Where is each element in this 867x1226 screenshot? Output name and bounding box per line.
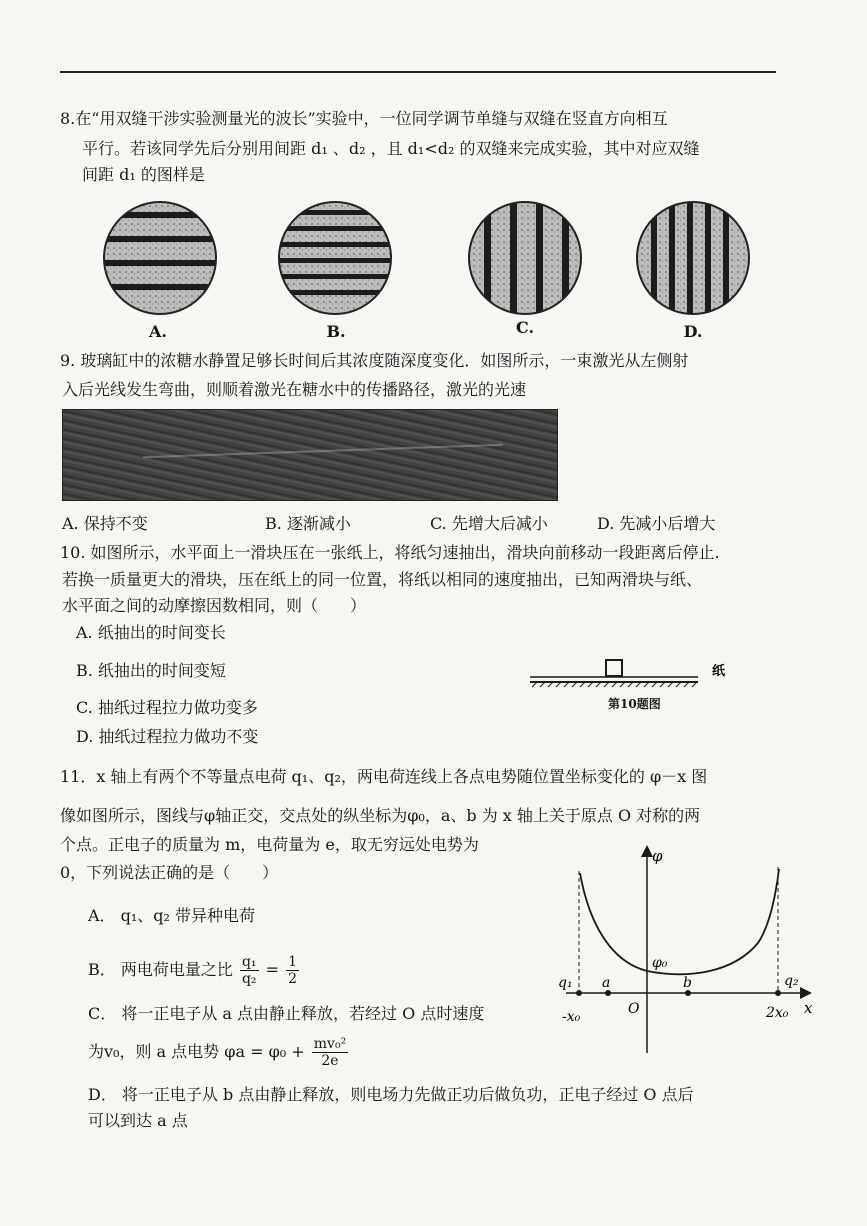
pattern-a <box>100 198 220 318</box>
pattern-b <box>270 198 400 318</box>
q10-option-b: B. 纸抽出的时间变短 <box>76 661 226 680</box>
pos-2x0-label: 2x₀ <box>766 1005 789 1021</box>
paper-label: 纸 <box>712 664 726 679</box>
q10-line3: 水平面之间的动摩擦因数相同，则（ ） <box>62 596 367 615</box>
q11-option-a: A． q₁、q₂ 带异种电荷 <box>88 906 256 925</box>
charge-ratio-fraction: $\frac{\text{q₁}}{\text{q₂}}$ <box>241 954 257 987</box>
phi-x-graph <box>548 843 828 1058</box>
top-rule <box>60 71 776 73</box>
slider-block <box>606 660 622 676</box>
q10-line2: 若换一质量更大的滑块，压在纸上的同一位置，将纸以相同的速度抽出，已知两滑块与纸、 <box>62 570 703 589</box>
q11-line2: 像如图所示，图线与φ轴正交，交点处的纵坐标为φ₀，a、b 为 x 轴上关于原点 O 对称的两 <box>60 806 701 825</box>
q2-point <box>775 990 781 996</box>
fringe-patterns <box>100 198 800 320</box>
potential-curve <box>580 869 779 974</box>
ratio-value-fraction: $\frac{1}{2}$ <box>288 954 298 987</box>
q11-line3: 个点。正电子的质量为 m，电荷量为 e，取无穷远处电势为 <box>60 835 479 854</box>
laser-path <box>143 444 503 459</box>
q2-label: q₂ <box>784 973 799 989</box>
q9-line1: 9. 玻璃缸中的浓糖水静置足够长时间后其浓度随深度变化．如图所示，一束激光从左侧射 <box>60 351 689 370</box>
q11-option-d-line2: 可以到达 a 点 <box>88 1111 188 1130</box>
q11-option-c-line2: 为v₀，则 a 点电势 φa = φ₀ + $\frac{\text{mv₀²}}{2e}$ <box>88 1036 347 1069</box>
x-axis-label: x <box>804 999 813 1017</box>
q9-option-b: B. 逐渐减小 <box>265 514 351 533</box>
a-label: a <box>602 975 611 991</box>
q8-option-d: D. <box>683 322 703 341</box>
q9-line2: 入后光线发生弯曲，则顺着激光在糖水中的传播路径，激光的光速 <box>62 380 527 399</box>
q10-option-a: A. 纸抽出的时间变长 <box>76 623 226 642</box>
q1-label: q₁ <box>558 975 573 991</box>
q9-option-a: A. 保持不变 <box>62 514 148 533</box>
q9-option-d: D. 先减小后增大 <box>597 514 716 533</box>
q11-option-c-line1: C． 将一正电子从 a 点由静止释放，若经过 O 点时速度 <box>88 1004 485 1023</box>
q10-figure-caption: 第10题图 <box>608 697 661 711</box>
q10-line1: 10. 如图所示，水平面上一滑块压在一张纸上，将纸匀速抽出，滑块向前移动一段距离后停止. <box>60 543 720 562</box>
q8-option-b: B. <box>326 322 346 341</box>
q11-option-b: B． 两电荷电量之比 $\frac{\text{q₁}}{\text{q₂}}$ = $\frac{1}{2}$ <box>88 954 298 987</box>
neg-x0-label: -x₀ <box>562 1009 581 1025</box>
pattern-c <box>460 198 590 318</box>
q11-line4: 0，下列说法正确的是（ ） <box>60 863 279 882</box>
q8-option-a: A. <box>149 322 167 341</box>
q11-line1: 11．x 轴上有两个不等量点电荷 q₁、q₂，两电荷连线上各点电势随位置坐标变化的 φ－x 图 <box>60 767 708 786</box>
phi-axis-label: φ <box>652 847 663 865</box>
sugar-water-tank-photo <box>62 409 558 501</box>
q11-option-d-line1: D． 将一正电子从 b 点由静止释放，则电场力先做正功后做负功，正电子经过 O 点后 <box>88 1085 694 1104</box>
q8-option-c: C. <box>515 318 535 337</box>
q8-line1: 8.在“用双缝干涉实验测量光的波长”实验中，一位同学调节单缝与双缝在竖直方向相互 <box>60 109 668 128</box>
q11-option-b-text: B． 两电荷电量之比 <box>88 960 233 979</box>
q10-option-d: D. 抽纸过程拉力做功不变 <box>76 727 259 746</box>
q1-point <box>576 990 582 996</box>
q9-option-c: C. 先增大后减小 <box>430 514 548 533</box>
q10-figure <box>528 655 748 691</box>
phi0-label: φ₀ <box>652 955 668 971</box>
pattern-d <box>630 198 760 318</box>
q8-line2: 平行。若该同学先后分别用间距 d₁ 、d₂ ，且 d₁<d₂ 的双缝来完成实验，其中对应双缝 <box>82 139 700 158</box>
b-label: b <box>683 975 692 991</box>
q8-line3: 间距 d₁ 的图样是 <box>82 165 205 184</box>
q10-option-c: C. 抽纸过程拉力做功变多 <box>76 698 258 717</box>
origin-label: O <box>628 1001 640 1017</box>
potential-fraction: $\frac{\text{mv₀²}}{2e}$ <box>313 1036 347 1069</box>
